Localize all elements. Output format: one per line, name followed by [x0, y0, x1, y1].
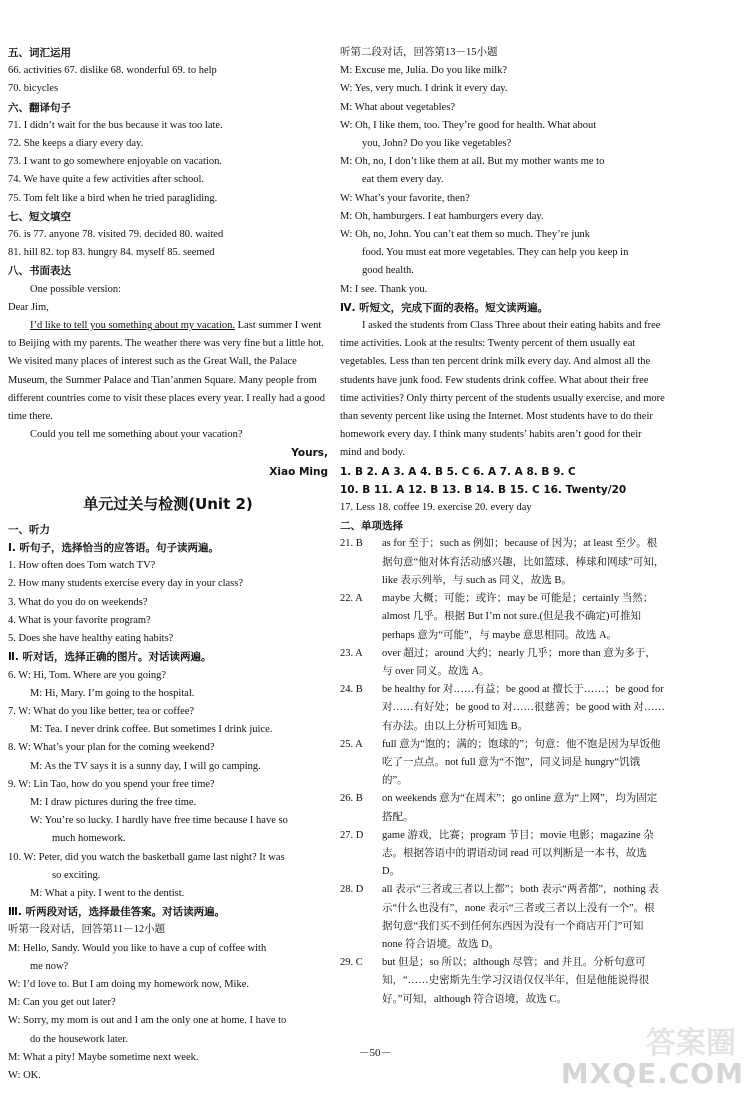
explanation-text: full 意为“饱的；满的；饱球的”；句意：他不饱是因为早饭他吃了一点点。not full 意为“不饱”，同义词是 hungry“饥饿的”。: [382, 738, 661, 787]
text-line: 6. W: Hi, Tom. Where are you going?: [8, 669, 167, 681]
dialogue-line: W: You’re so lucky. I hardly have free time because I have so: [30, 815, 288, 827]
answer-key: 22. A: [340, 593, 363, 605]
explanation-text: as for 至于；such as 例如；because of 因为；at least 至少。根据句意“他对体育活动感兴趣，比如篮球、棒球和网球”可知，like 表示列举，与 such as 同义，故选 B。: [382, 538, 665, 586]
dialogue-line: M: What a pity. I went to the dentist.: [30, 887, 185, 899]
text-line: Dear Jim,: [8, 301, 49, 313]
answer-explanation: [340, 590, 665, 645]
text-line: W: Yes, very much. I drink it every day.: [340, 83, 508, 95]
answer-explanation: [340, 827, 665, 882]
text-line: 70. bicycles: [8, 83, 59, 95]
text-line: W: I’d love to. But I am doing my homework now, Mike.: [8, 978, 249, 990]
text-line: 75. Tom felt like a bird when he tried paragliding.: [8, 192, 218, 204]
answer-key: 23. A: [340, 647, 363, 659]
answer-key: 21. B: [340, 538, 363, 550]
explanation-text: all 表示“三者或三者以上都”；both 表示“两者都”，nothing 表示“什么也没有”，none 表示“三者或三者以上没有一个”。根据句意“我们买不到任何东西因为没有一个商店开门”可知 none 符合语境。故选 D。: [382, 884, 659, 950]
watermark-url: MXQE.COM: [560, 1057, 744, 1090]
text-line: 1. How often does Tom watch TV?: [8, 560, 156, 572]
answer-explanation: [340, 881, 665, 954]
watermark-logo: 答案圈: [646, 1026, 736, 1061]
signature-line: Yours,: [291, 447, 328, 460]
dialogue-line: food. You must eat more vegetables. They can help you keep in: [362, 247, 629, 259]
dialogue-line: M: Tea. I never drink coffee. But sometimes I drink juice.: [30, 724, 273, 736]
explanation-text: on weekends 意为“在周末”；go online 意为“上网”，均为固定搭配。: [382, 793, 658, 823]
section-heading: 七、短文填空: [8, 210, 71, 223]
signature-line: Xiao Ming: [269, 465, 328, 478]
answer-row: 10. B 11. A 12. B 13. B 14. B 15. C 16. Twenty/20: [340, 483, 627, 496]
indented-line: One possible version:: [30, 283, 121, 295]
answer-key: 24. B: [340, 684, 363, 696]
answer-explanation: [340, 954, 665, 1009]
text-line: 听第二段对话，回答第13－15小题: [340, 47, 498, 58]
answer-explanation: [340, 535, 665, 590]
text-line: 72. She keeps a diary every day.: [8, 138, 144, 150]
text-line: 听第一段对话，回答第11－12小题: [8, 924, 166, 936]
section-heading: 一、听力: [8, 523, 50, 536]
text-line: W: OK.: [8, 1069, 41, 1081]
text-line: 4. What is your favorite program?: [8, 614, 151, 626]
section-heading: Ⅱ. 听对话，选择正确的图片。对话读两遍。: [8, 651, 212, 664]
section-heading: 六、翻译句子: [8, 101, 71, 114]
text-line: 73. I want to go somewhere enjoyable on vacation.: [8, 156, 223, 168]
paragraph: I’d like to tell you something about my vacation. Last summer I went to Beijing with my parents. The weather there was very fine but a little hot. We visited many places of interest such as the Great Wall, the Palace Museum, the Summer Palace and Tian’anmen Square. Many people from different countries come to visit these places every year. I really had a good time there.: [8, 320, 326, 423]
text-line: M: What about vegetables?: [340, 101, 455, 113]
text-line: M: I see. Thank you.: [340, 283, 428, 295]
text-line: 17. Less 18. coffee 19. exercise 20. every day: [340, 502, 532, 514]
answer-row: 1. B 2. A 3. A 4. B 5. C 6. A 7. A 8. B 9. C: [340, 465, 576, 478]
text-line: 2. How many students exercise every day in your class?: [8, 578, 244, 590]
section-heading: Ⅰ. 听句子，选择恰当的应答语。句子读两遍。: [8, 542, 220, 555]
explanation-text: game 游戏，比赛；program 节目；movie 电影；magazine 杂志。根据答语中的谓语动词 read 可以判断是一本书，故选 D。: [382, 829, 654, 878]
dialogue-line: M: As the TV says it is a sunny day, I will go camping.: [30, 760, 261, 772]
text-line: 74. We have quite a few activities after school.: [8, 174, 205, 186]
dialogue-continuation: me now?: [30, 960, 69, 972]
explanation-text: be healthy for 对……有益；be good at 擅长于……；be good for 对……有好处；be good to 对……很慈善；be good with 对……有办法。由以上分析可知选 B。: [382, 684, 665, 732]
dialogue-line: M: Hi, Mary. I’m going to the hospital.: [30, 687, 195, 699]
text-line: 81. hill 82. top 83. hungry 84. myself 85. seemed: [8, 247, 215, 259]
text-line: W: Sorry, my mom is out and I am the only one at home. I have to: [8, 1015, 287, 1027]
dialogue-line: eat them every day.: [362, 174, 444, 186]
answer-explanation: [340, 645, 665, 681]
section-heading: 二、单项选择: [340, 520, 403, 533]
text-line: M: Can you get out later?: [8, 997, 116, 1009]
section-heading: 五、词汇运用: [8, 47, 71, 59]
underlined-phrase: I’d like to tell you something about my vacation.: [30, 320, 236, 332]
text-line: M: Excuse me, Julia. Do you like milk?: [340, 65, 508, 77]
text-line: 7. W: What do you like better, tea or coffee?: [8, 705, 195, 717]
page-number: －50－: [358, 1047, 392, 1059]
dialogue-line: good health.: [362, 265, 414, 277]
indented-line: Could you tell me something about your vacation?: [30, 429, 243, 441]
text-line: 8. W: What’s your plan for the coming weekend?: [8, 742, 215, 754]
explanation-text: but 但是；so 所以；although 尽管；and 并且。分析句意可知，“……史密斯先生学习汉语仅仅半年，但是他能说得很好。”可知，although 符合语境，故选 C。: [382, 957, 650, 1005]
text-line: 66. activities 67. dislike 68. wonderful 69. to help: [8, 65, 217, 77]
text-line: W: Oh, no, John. You can’t eat them so much. They’re junk: [340, 229, 591, 241]
answer-key: 29. C: [340, 957, 363, 969]
explanation-text: over 超过；around 大约；nearly 几乎；more than 意为多于，与 over 同义。故选 A。: [382, 647, 656, 677]
left-column: [8, 44, 328, 1085]
text-line: 9. W: Lin Tao, how do you spend your free time?: [8, 778, 215, 790]
paragraph: I asked the students from Class Three about their eating habits and free time activities. Look at the results: Twenty percent of them usually eat vegetables. Less than ten percent drink milk every day. And almost all the students have junk food. Few students drink coffee. What about their free time activities? Only thirty percent of the students usually exercise, and more than seventy percent like using the Internet. Most students have to do their homework every day. I think many students’ habits aren’t good for their mind and body.: [340, 320, 665, 459]
dialogue-continuation: much homework.: [52, 833, 126, 845]
answer-key: 27. D: [340, 829, 364, 841]
section-heading: Ⅲ. 听两段对话，选择最佳答案。对话读两遍。: [8, 906, 226, 919]
text-line: 71. I didn’t wait for the bus because it was too late.: [8, 119, 223, 131]
text-line: M: What a pity! Maybe sometime next week.: [8, 1051, 199, 1063]
answer-explanation: [340, 736, 665, 791]
answer-explanation: [340, 681, 665, 736]
dialogue-line: M: I draw pictures during the free time.: [30, 796, 197, 808]
answer-key: 26. B: [340, 793, 363, 805]
right-column: [340, 44, 665, 1009]
text-line: W: What’s your favorite, then?: [340, 192, 470, 204]
text-line: M: Oh, hamburgers. I eat hamburgers every day.: [340, 210, 544, 222]
dialogue-line: you, John? Do you like vegetables?: [362, 138, 512, 150]
answer-explanation: [340, 790, 665, 826]
section-heading: 八、书面表达: [8, 265, 71, 278]
text-line: 10. W: Peter, did you watch the basketball game last night? It was: [8, 851, 285, 863]
text-line: M: Hello, Sandy. Would you like to have a cup of coffee with: [8, 942, 267, 954]
unit-title: 单元过关与检测(Unit 2): [83, 494, 253, 513]
dialogue-continuation: do the housework later.: [30, 1033, 128, 1045]
text-line: 5. Does she have healthy eating habits?: [8, 633, 174, 645]
text-line: W: Oh, I like them, too. They’re good for health. What about: [340, 119, 597, 131]
section-heading: Ⅳ. 听短文，完成下面的表格。短文读两遍。: [340, 301, 549, 314]
answer-key: 28. D: [340, 884, 364, 896]
text-line: 76. is 77. anyone 78. visited 79. decided 80. waited: [8, 229, 224, 241]
text-line: 3. What do you do on weekends?: [8, 596, 148, 608]
explanation-text: maybe 大概；可能；或许；may be 可能是；certainly 当然；almost 几乎。根据 But I’m not sure.(但是我不确定)可推知 perhaps 意为“可能”，与 maybe 意思相同。故选 A。: [382, 593, 654, 641]
text-line: M: Oh, no, I don’t like them at all. But my mother wants me to: [340, 156, 605, 168]
dialogue-continuation: so exciting.: [52, 869, 101, 881]
answer-key: 25. A: [340, 738, 363, 750]
